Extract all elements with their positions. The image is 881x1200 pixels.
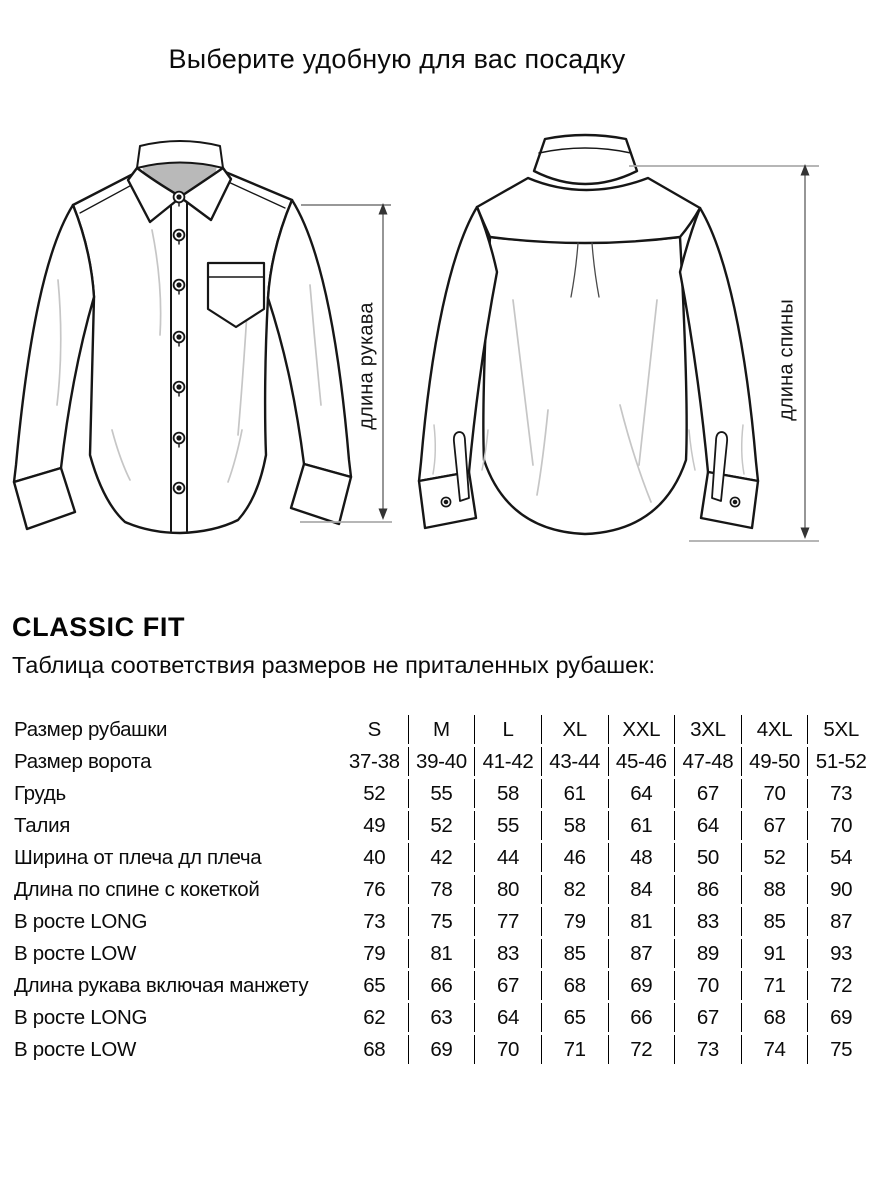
table-cell: 87 [608,939,675,968]
table-cell: S [367,717,381,741]
table-cell: M [408,715,475,744]
table-row-label: В росте LONG [14,1005,148,1029]
table-cell: 85 [741,907,808,936]
table-row [14,875,874,904]
table-cell: 88 [741,875,808,904]
table-cell: 75 [807,1035,874,1064]
back-length-label: длина спины [775,299,798,421]
table-cell: 71 [541,1035,608,1064]
table-row-label: Размер ворота [14,749,152,773]
table-row-label: Длина по спине с кокеткой [14,877,260,901]
table-cell: 52 [363,781,386,805]
table-row [14,939,874,968]
table-cell: 63 [408,1003,475,1032]
table-row [14,779,874,808]
page-title: Выберите удобную для вас посадку [168,44,626,74]
table-row-label: Талия [14,813,71,837]
table-cell: 52 [408,811,475,840]
size-table [14,712,874,1067]
table-cell: 79 [363,941,386,965]
table-row-label: Ширина от плеча дл плеча [14,845,262,869]
table-cell: 81 [608,907,675,936]
table-cell: 68 [541,971,608,1000]
table-cell: 71 [741,971,808,1000]
table-row-label: Грудь [14,781,66,805]
table-cell: 67 [674,1003,741,1032]
table-cell: 41-42 [474,747,541,776]
table-cell: 70 [674,971,741,1000]
table-cell: 82 [541,875,608,904]
table-cell: 67 [474,971,541,1000]
table-cell: 61 [541,779,608,808]
table-row [14,907,874,936]
table-cell: L [474,715,541,744]
shirt-front-drawing [14,141,351,533]
table-cell: 65 [363,973,386,997]
table-cell: 5XL [807,715,874,744]
table-cell: 85 [541,939,608,968]
table-cell: 79 [541,907,608,936]
table-cell: 58 [474,779,541,808]
table-cell: 55 [408,779,475,808]
table-cell: 43-44 [541,747,608,776]
table-cell: 90 [807,875,874,904]
table-row-label: Длина рукава включая манжету [14,973,309,997]
table-cell: 62 [363,1005,386,1029]
table-cell: 83 [474,939,541,968]
table-cell: 48 [608,843,675,872]
table-cell: 64 [474,1003,541,1032]
table-cell: 87 [807,907,874,936]
table-cell: 49-50 [741,747,808,776]
table-cell: 39-40 [408,747,475,776]
table-cell: 4XL [741,715,808,744]
table-cell: 49 [363,813,386,837]
table-cell: 64 [674,811,741,840]
table-row-label: В росте LONG [14,909,148,933]
table-cell: 68 [741,1003,808,1032]
table-cell: 84 [608,875,675,904]
table-cell: 54 [807,843,874,872]
size-table-body [14,715,874,1064]
table-cell: 46 [541,843,608,872]
table-row [14,811,874,840]
table-row [14,971,874,1000]
table-row [14,1035,874,1064]
table-cell: 45-46 [608,747,675,776]
table-cell: 51-52 [807,747,874,776]
table-row-label: Размер рубашки [14,717,168,741]
table-cell: 81 [408,939,475,968]
table-cell: 69 [807,1003,874,1032]
table-cell: 64 [608,779,675,808]
table-cell: 73 [807,779,874,808]
table-cell: 42 [408,843,475,872]
table-cell: 69 [408,1035,475,1064]
sleeve-length-label: длина рукава [355,302,378,430]
table-row [14,1003,874,1032]
table-cell: 70 [807,811,874,840]
table-cell: 86 [674,875,741,904]
table-cell: 50 [674,843,741,872]
table-cell: XL [541,715,608,744]
table-cell: 52 [741,843,808,872]
table-cell: 40 [363,845,386,869]
table-cell: 61 [608,811,675,840]
table-cell: 74 [741,1035,808,1064]
table-cell: XXL [608,715,675,744]
table-cell: 3XL [674,715,741,744]
table-row-label: В росте LOW [14,941,137,965]
table-cell: 73 [674,1035,741,1064]
table-cell: 77 [474,907,541,936]
table-row-label: В росте LOW [14,1037,137,1061]
table-cell: 44 [474,843,541,872]
shirt-fit-diagram [0,130,881,600]
shirt-back-drawing [419,135,758,534]
table-cell: 83 [674,907,741,936]
table-row [14,715,874,744]
table-cell: 75 [408,907,475,936]
table-cell: 58 [541,811,608,840]
table-cell: 70 [474,1035,541,1064]
table-cell: 72 [608,1035,675,1064]
table-cell: 78 [408,875,475,904]
table-cell: 68 [363,1037,386,1061]
table-cell: 66 [608,1003,675,1032]
table-cell: 91 [741,939,808,968]
table-row [14,843,874,872]
table-cell: 67 [741,811,808,840]
table-cell: 73 [363,909,386,933]
table-cell: 65 [541,1003,608,1032]
table-cell: 89 [674,939,741,968]
section-subtitle: Таблица соответствия размеров не приталенных рубашек: [12,652,656,678]
section-heading: CLASSIC FIT [12,612,186,642]
table-cell: 47-48 [674,747,741,776]
table-cell: 76 [363,877,386,901]
table-cell: 70 [741,779,808,808]
table-cell: 66 [408,971,475,1000]
table-cell: 37-38 [348,749,400,773]
table-cell: 69 [608,971,675,1000]
table-cell: 67 [674,779,741,808]
table-cell: 93 [807,939,874,968]
table-cell: 72 [807,971,874,1000]
table-cell: 80 [474,875,541,904]
table-row [14,747,874,776]
table-cell: 55 [474,811,541,840]
